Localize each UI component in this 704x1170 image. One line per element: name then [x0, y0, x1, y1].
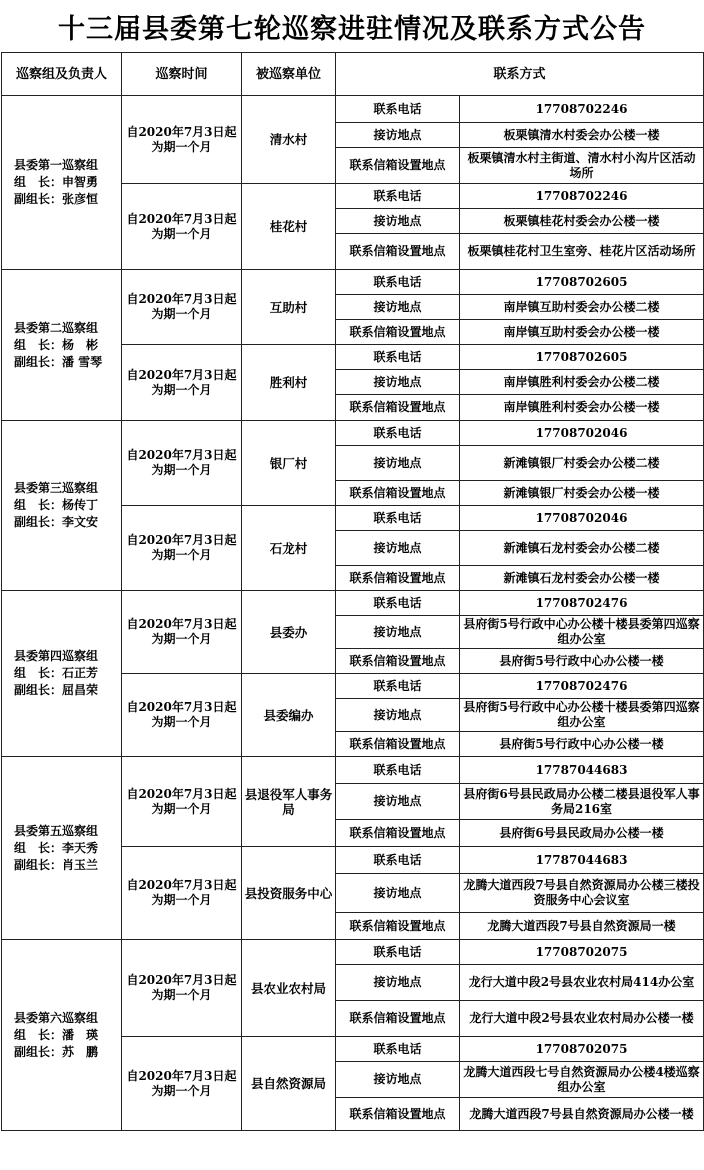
group-name: 县委第一巡察组: [14, 158, 99, 172]
inspected-unit: 胜利村: [242, 345, 336, 421]
contact-value: 龙腾大道西段七号自然资源局办公楼4楼巡察组办公室: [460, 1062, 704, 1098]
group-deputy: 副组长：屈昌荣: [14, 683, 99, 697]
inspected-unit: 清水村: [242, 96, 336, 184]
group-deputy: 副组长：张彦恒: [14, 192, 99, 206]
contact-value: 17708702476: [460, 591, 704, 616]
contact-label: 联系电话: [336, 940, 460, 965]
contact-value: 南岸镇互助村委会办公楼二楼: [460, 295, 704, 320]
contact-label: 联系电话: [336, 345, 460, 370]
contact-label: 联系电话: [336, 96, 460, 123]
contact-value: 龙行大道中段2号县农业农村局414办公室: [460, 965, 704, 1001]
contact-value: 17787044683: [460, 757, 704, 784]
inspection-time: 自2020年7月3日起为期一个月: [122, 270, 242, 345]
contact-value: 南岸镇胜利村委会办公楼一楼: [460, 395, 704, 421]
inspection-time: 自2020年7月3日起为期一个月: [122, 1037, 242, 1131]
contact-value: 南岸镇胜利村委会办公楼二楼: [460, 370, 704, 395]
contact-label: 联系信箱设置地点: [336, 395, 460, 421]
contact-label: 联系信箱设置地点: [336, 1001, 460, 1037]
contact-label: 接访地点: [336, 874, 460, 913]
table-row: [2, 591, 704, 616]
contact-label: 联系信箱设置地点: [336, 820, 460, 847]
group-cell: [2, 96, 122, 270]
contact-label: 联系电话: [336, 506, 460, 531]
contact-value: 县府街5号行政中心办公楼十楼县委第四巡察组办公室: [460, 616, 704, 649]
inspected-unit: 互助村: [242, 270, 336, 345]
contact-label: 接访地点: [336, 784, 460, 820]
group-leader: 组 长：杨 彬: [14, 337, 99, 352]
contact-label: 联系电话: [336, 674, 460, 699]
inspected-unit: 县投资服务中心: [242, 847, 336, 940]
contact-value: 17787044683: [460, 847, 704, 874]
contact-value: 龙腾大道西段7号县自然资源局一楼: [460, 913, 704, 940]
contact-label: 接访地点: [336, 965, 460, 1001]
contact-label: 联系电话: [336, 421, 460, 446]
header-contact: 联系方式: [336, 53, 704, 96]
page-title: 十三届县委第七轮巡察进驻情况及联系方式公告: [58, 13, 646, 45]
contact-value: 板栗镇清水村主街道、清水村小沟片区活动场所: [460, 148, 704, 184]
contact-label: 接访地点: [336, 531, 460, 566]
contact-value: 17708702605: [460, 270, 704, 295]
inspection-time: 自2020年7月3日起为期一个月: [122, 847, 242, 940]
table-row: [2, 421, 704, 446]
inspection-time: 自2020年7月3日起为期一个月: [122, 421, 242, 506]
contact-label: 联系电话: [336, 757, 460, 784]
inspected-unit: 银厂村: [242, 421, 336, 506]
group-name: 县委第三巡察组: [14, 481, 99, 495]
contact-label: 联系信箱设置地点: [336, 732, 460, 757]
contact-label: 联系信箱设置地点: [336, 234, 460, 270]
contact-label: 联系信箱设置地点: [336, 320, 460, 345]
inspected-unit: 县委编办: [242, 674, 336, 757]
contact-value: 17708702605: [460, 345, 704, 370]
contact-label: 联系电话: [336, 591, 460, 616]
group-name: 县委第五巡察组: [14, 823, 99, 838]
contact-label: 接访地点: [336, 370, 460, 395]
group-leader: 组 长：李天秀: [14, 840, 99, 855]
group-cell: [2, 270, 122, 421]
contact-value: 新滩镇石龙村委会办公楼一楼: [460, 566, 704, 591]
group-cell: [2, 421, 122, 591]
contact-value: 新滩镇银厂村委会办公楼一楼: [460, 481, 704, 506]
group-leader: 组 长：杨传丁: [14, 498, 99, 512]
contact-value: 新滩镇银厂村委会办公楼二楼: [460, 446, 704, 481]
contact-value: 17708702075: [460, 940, 704, 965]
group-name: 县委第六巡察组: [14, 1010, 99, 1025]
contact-label: 联系电话: [336, 270, 460, 295]
group-leader: 组 长：申智勇: [14, 175, 99, 189]
group-cell: [2, 940, 122, 1131]
group-deputy: 副组长：潘 雪琴: [14, 354, 103, 369]
header-unit: 被巡察单位: [242, 53, 336, 96]
contact-label: 联系电话: [336, 847, 460, 874]
inspected-unit: 县委办: [242, 591, 336, 674]
contact-value: 龙腾大道西段7号县自然资源局办公楼一楼: [460, 1098, 704, 1131]
contact-value: 17708702046: [460, 421, 704, 446]
group-cell: [2, 591, 122, 757]
group-deputy: 副组长：李文安: [14, 515, 99, 529]
inspection-time: 自2020年7月3日起为期一个月: [122, 591, 242, 674]
contact-label: 接访地点: [336, 123, 460, 148]
table-row: [2, 270, 704, 295]
contact-label: 联系信箱设置地点: [336, 481, 460, 506]
contact-label: 联系电话: [336, 1037, 460, 1062]
contact-label: 接访地点: [336, 616, 460, 649]
inspection-time: 自2020年7月3日起为期一个月: [122, 506, 242, 591]
contact-value: 新滩镇石龙村委会办公楼二楼: [460, 531, 704, 566]
contact-value: 板栗镇清水村委会办公楼一楼: [460, 123, 704, 148]
table-header-row: [2, 53, 704, 96]
table-body: [2, 96, 704, 1131]
contact-value: 17708702246: [460, 184, 704, 209]
table-row: [2, 757, 704, 784]
inspection-time: 自2020年7月3日起为期一个月: [122, 757, 242, 847]
contact-value: 板栗镇桂花村卫生室旁、桂花片区活动场所: [460, 234, 704, 270]
inspected-unit: 县自然资源局: [242, 1037, 336, 1131]
contact-value: 县府街5号行政中心办公楼十楼县委第四巡察组办公室: [460, 699, 704, 732]
table-row: [2, 940, 704, 965]
inspected-unit: 桂花村: [242, 184, 336, 270]
inspected-unit: 石龙村: [242, 506, 336, 591]
contact-label: 联系信箱设置地点: [336, 1098, 460, 1131]
contact-value: 龙行大道中段2号县农业农村局办公楼一楼: [460, 1001, 704, 1037]
contact-value: 南岸镇互助村委会办公楼一楼: [460, 320, 704, 345]
inspection-time: 自2020年7月3日起为期一个月: [122, 96, 242, 184]
inspected-unit: 县农业农村局: [242, 940, 336, 1037]
contact-value: 17708702246: [460, 96, 704, 123]
inspection-time: 自2020年7月3日起为期一个月: [122, 184, 242, 270]
contact-label: 接访地点: [336, 209, 460, 234]
contact-label: 接访地点: [336, 295, 460, 320]
contact-value: 17708702476: [460, 674, 704, 699]
contact-label: 联系信箱设置地点: [336, 148, 460, 184]
header-time: 巡察时间: [122, 53, 242, 96]
inspection-time: 自2020年7月3日起为期一个月: [122, 345, 242, 421]
contact-value: 县府街5号行政中心办公楼一楼: [460, 732, 704, 757]
contact-value: 板栗镇桂花村委会办公楼一楼: [460, 209, 704, 234]
group-leader: 组 长：潘 瑛: [14, 1027, 99, 1042]
contact-value: 县府街6号县民政局办公楼二楼县退役军人事务局216室: [460, 784, 704, 820]
contact-value: 龙腾大道西段7号县自然资源局办公楼三楼投资服务中心会议室: [460, 874, 704, 913]
contact-label: 联系信箱设置地点: [336, 566, 460, 591]
contact-label: 接访地点: [336, 1062, 460, 1098]
inspection-time: 自2020年7月3日起为期一个月: [122, 940, 242, 1037]
group-cell: [2, 757, 122, 940]
contact-value: 县府街6号县民政局办公楼一楼: [460, 820, 704, 847]
inspection-table: [1, 52, 704, 1131]
header-group-leader: 巡察组及负责人: [2, 53, 122, 96]
group-deputy: 副组长：苏 鹏: [14, 1044, 99, 1059]
contact-value: 县府街5号行政中心办公楼一楼: [460, 649, 704, 674]
contact-label: 联系信箱设置地点: [336, 913, 460, 940]
group-deputy: 副组长：肖玉兰: [14, 857, 99, 872]
contact-label: 联系信箱设置地点: [336, 649, 460, 674]
contact-label: 接访地点: [336, 699, 460, 732]
contact-value: 17708702046: [460, 506, 704, 531]
group-name: 县委第四巡察组: [14, 649, 99, 663]
table-row: [2, 96, 704, 123]
group-leader: 组 长：石正芳: [14, 666, 99, 680]
contact-value: 17708702075: [460, 1037, 704, 1062]
contact-label: 联系电话: [336, 184, 460, 209]
inspected-unit: 县退役军人事务局: [242, 757, 336, 847]
inspection-time: 自2020年7月3日起为期一个月: [122, 674, 242, 757]
group-name: 县委第二巡察组: [14, 320, 99, 335]
contact-label: 接访地点: [336, 446, 460, 481]
